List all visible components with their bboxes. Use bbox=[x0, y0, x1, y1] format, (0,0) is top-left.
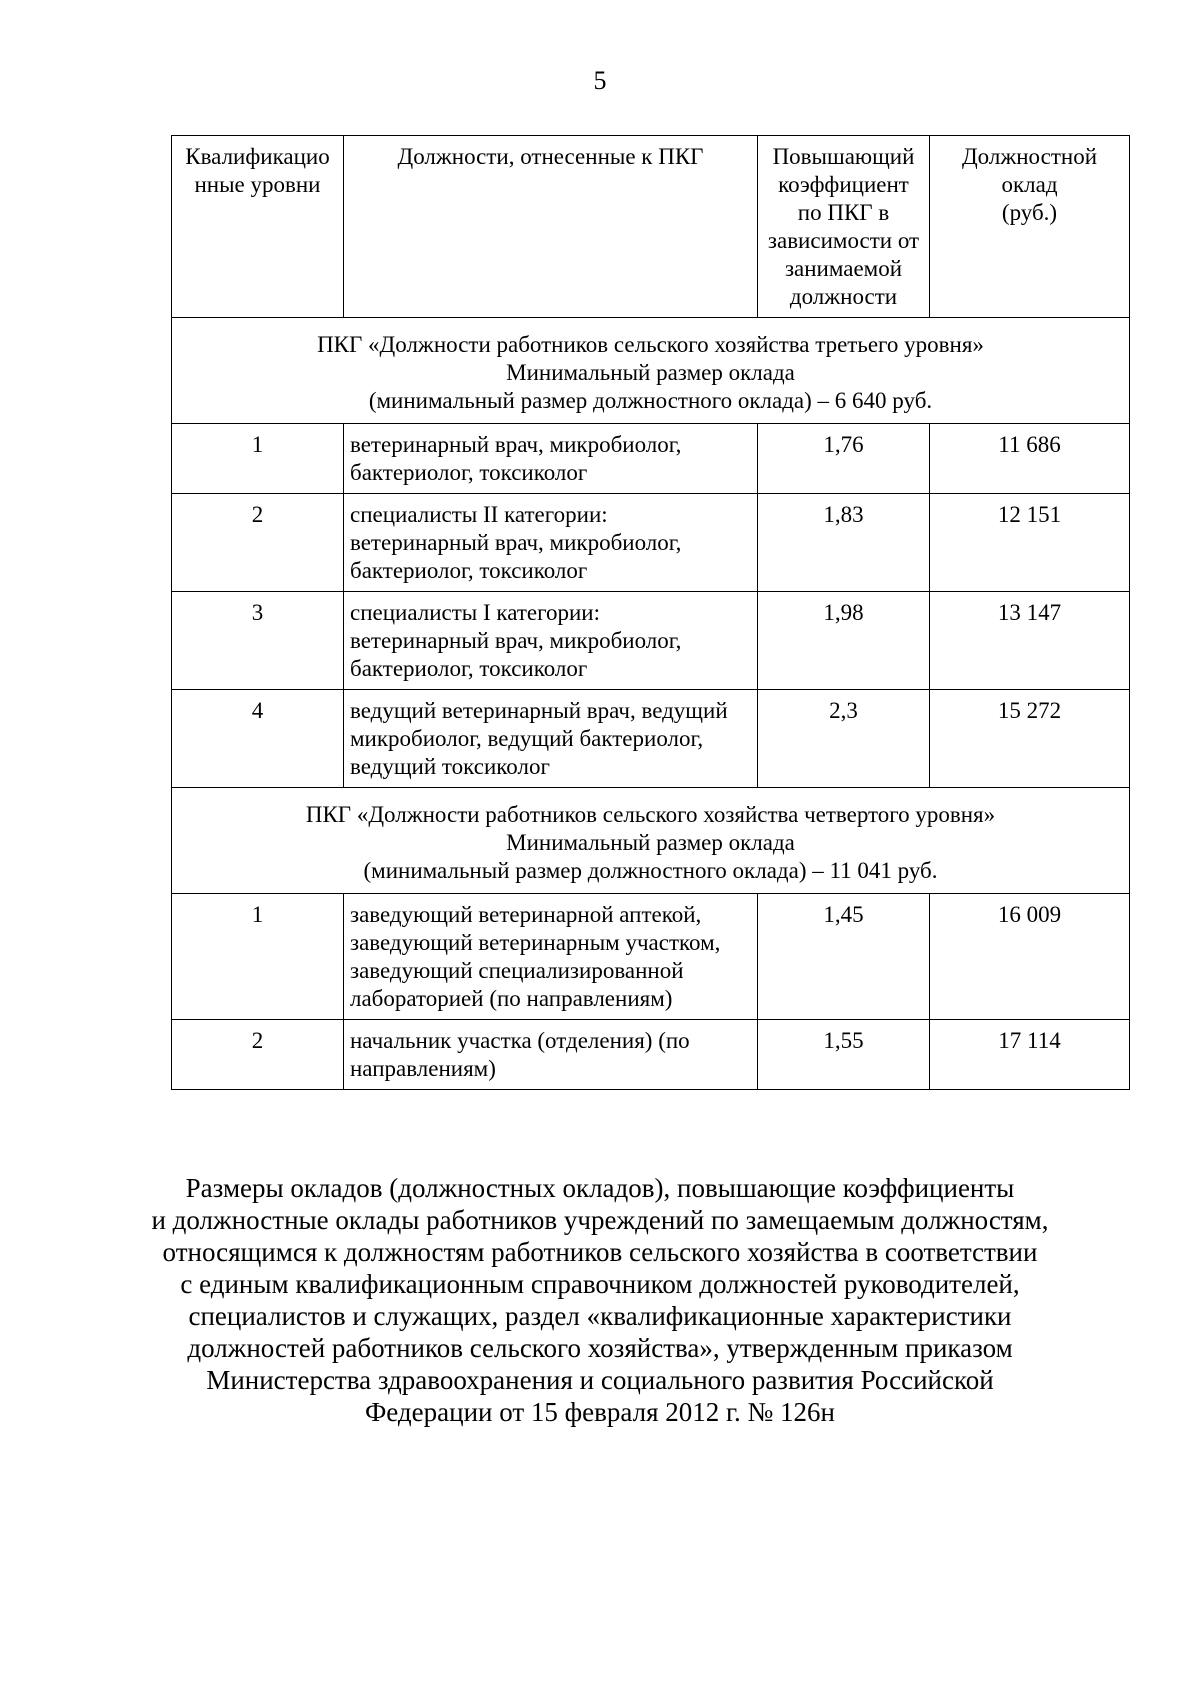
header-coefficient bbox=[758, 136, 930, 318]
text-line: Размеры окладов (должностных окладов), повышающие коэффициенты bbox=[185, 1173, 1015, 1203]
cell-positions bbox=[344, 592, 758, 690]
text-line: зависимости от bbox=[767, 228, 920, 253]
text-line: бактериолог, токсиколог bbox=[350, 558, 588, 583]
section-heading bbox=[140, 1172, 1060, 1428]
table-row bbox=[172, 894, 1130, 1020]
table-row bbox=[172, 690, 1130, 788]
cell-positions bbox=[344, 894, 758, 1020]
text-line: заведующий ветеринарным участком, bbox=[350, 930, 721, 955]
cell-salary: 17 114 bbox=[930, 1020, 1130, 1090]
cell-level: 1 bbox=[172, 424, 344, 494]
cell-positions bbox=[344, 690, 758, 788]
cell-level: 3 bbox=[172, 592, 344, 690]
text-line: ведущий токсиколог bbox=[350, 754, 550, 779]
text-line: Федерации от 15 февраля 2012 г. № 126н bbox=[364, 1397, 836, 1427]
cell-coefficient: 2,3 bbox=[758, 690, 930, 788]
text-line: Должностной bbox=[961, 144, 1097, 169]
text-line: Повышающий bbox=[772, 144, 915, 169]
cell-level: 4 bbox=[172, 690, 344, 788]
table-header-row bbox=[172, 136, 1130, 318]
text-line: коэффициент bbox=[778, 172, 909, 197]
text-line: ветеринарный врач, микробиолог, bbox=[350, 530, 682, 555]
cell-level: 2 bbox=[172, 494, 344, 592]
salary-table bbox=[171, 135, 1130, 1090]
text-line: бактериолог, токсиколог bbox=[350, 656, 588, 681]
cell-salary: 15 272 bbox=[930, 690, 1130, 788]
cell-coefficient: 1,76 bbox=[758, 424, 930, 494]
text-line: заведующий специализированной bbox=[350, 958, 684, 983]
text-line: специалистов и служащих, раздел «квалификационные характеристики bbox=[188, 1301, 1012, 1331]
text-line: должностей работников сельского хозяйства», утвержденным приказом bbox=[187, 1333, 1013, 1363]
cell-salary: 16 009 bbox=[930, 894, 1130, 1020]
table-row bbox=[172, 494, 1130, 592]
text-line: (руб.) bbox=[1001, 200, 1058, 225]
text-line: Минимальный размер оклада bbox=[506, 830, 795, 855]
header-qualification-levels bbox=[172, 136, 344, 318]
group-title-row bbox=[172, 318, 1130, 424]
text-line: бактериолог, токсиколог bbox=[350, 460, 588, 485]
table-row bbox=[172, 592, 1130, 690]
group-title bbox=[172, 318, 1130, 424]
text-line: (минимальный размер должностного оклада) – 6 640 руб. bbox=[368, 388, 933, 413]
text-line: по ПКГ в bbox=[797, 200, 890, 225]
text-line: Минимальный размер оклада bbox=[506, 360, 795, 385]
text-line: специалисты II категории: bbox=[350, 502, 608, 527]
table-row bbox=[172, 1020, 1130, 1090]
text-line: лабораторией (по направлениям) bbox=[350, 986, 673, 1011]
text-line: (минимальный размер должностного оклада) – 11 041 руб. bbox=[363, 858, 938, 883]
text-line: Квалификацио bbox=[185, 144, 330, 169]
header-salary bbox=[930, 136, 1130, 318]
text-line: ведущий ветеринарный врач, ведущий bbox=[350, 698, 728, 723]
cell-coefficient: 1,45 bbox=[758, 894, 930, 1020]
text-line: ветеринарный врач, микробиолог, bbox=[350, 432, 682, 457]
cell-level: 2 bbox=[172, 1020, 344, 1090]
text-line: относящимся к должностям работников сельского хозяйства в соответствии bbox=[162, 1237, 1038, 1267]
text-line: начальник участка (отделения) (по bbox=[350, 1028, 690, 1053]
text-line: ПКГ «Должности работников сельского хозяйства третьего уровня» bbox=[317, 332, 984, 357]
cell-coefficient: 1,98 bbox=[758, 592, 930, 690]
group-title bbox=[172, 788, 1130, 894]
header-positions bbox=[344, 136, 758, 318]
text-line: с единым квалификационным справочником должностей руководителей, bbox=[180, 1269, 1020, 1299]
cell-level: 1 bbox=[172, 894, 344, 1020]
text-line: Должности, отнесенные к ПКГ bbox=[397, 144, 704, 169]
text-line: Министерства здравоохранения и социального развития Российской bbox=[206, 1365, 994, 1395]
cell-salary: 13 147 bbox=[930, 592, 1130, 690]
text-line: микробиолог, ведущий бактериолог, bbox=[350, 726, 704, 751]
text-line: направлениям) bbox=[350, 1056, 496, 1081]
cell-positions bbox=[344, 494, 758, 592]
cell-positions bbox=[344, 424, 758, 494]
text-line: ветеринарный врач, микробиолог, bbox=[350, 628, 682, 653]
cell-positions bbox=[344, 1020, 758, 1090]
text-line: оклад bbox=[1001, 172, 1058, 197]
cell-salary: 11 686 bbox=[930, 424, 1130, 494]
text-line: ПКГ «Должности работников сельского хозяйства четвертого уровня» bbox=[305, 802, 996, 827]
text-line: должности bbox=[789, 284, 898, 309]
page-number: 5 bbox=[593, 66, 607, 95]
text-line: специалисты I категории: bbox=[350, 600, 600, 625]
cell-coefficient: 1,55 bbox=[758, 1020, 930, 1090]
table-row bbox=[172, 424, 1130, 494]
cell-salary: 12 151 bbox=[930, 494, 1130, 592]
group-title-row bbox=[172, 788, 1130, 894]
text-line: занимаемой bbox=[784, 256, 903, 281]
text-line: заведующий ветеринарной аптекой, bbox=[350, 902, 702, 927]
text-line: нные уровни bbox=[194, 172, 321, 197]
cell-coefficient: 1,83 bbox=[758, 494, 930, 592]
text-line: и должностные оклады работников учреждений по замещаемым должностям, bbox=[151, 1205, 1049, 1235]
